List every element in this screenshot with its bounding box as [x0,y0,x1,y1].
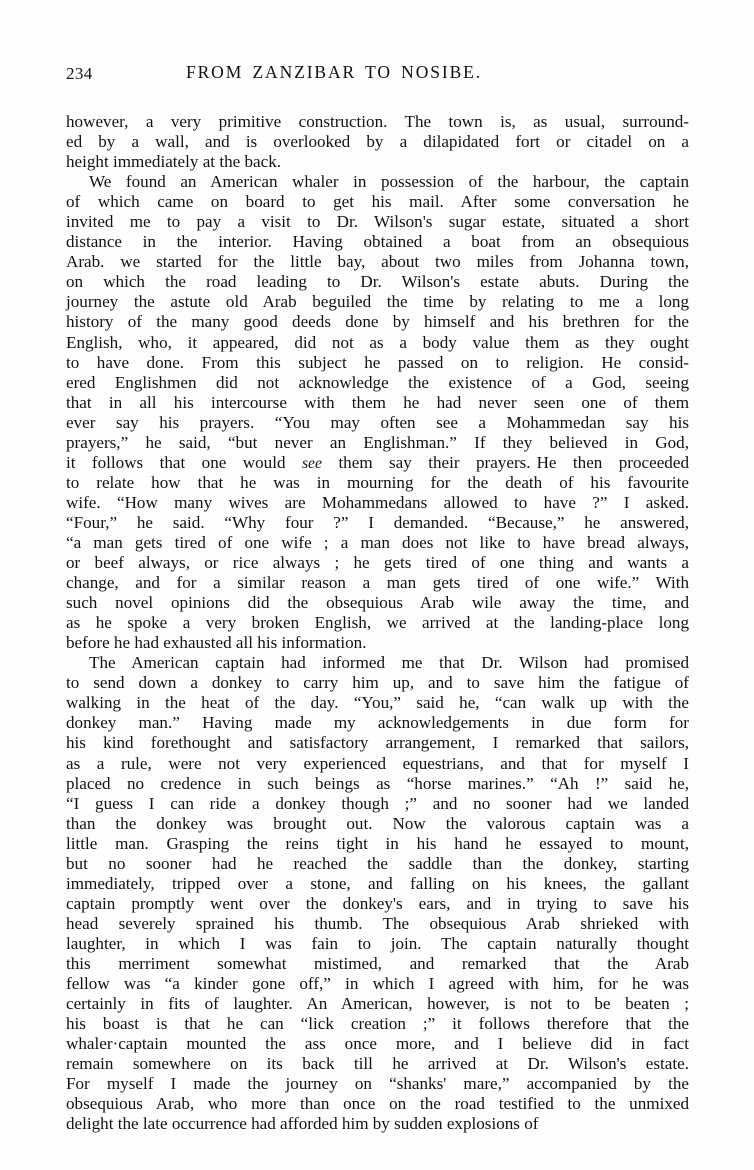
text-line: distance in the interior. Having obtained a boat from an obsequious [66,232,689,252]
paragraph [66,653,689,1134]
text-line: height immediately at the back. [66,152,282,172]
text-line: For myself I made the journey on “shanks' mare,” accompanied by the [66,1074,689,1094]
text-line: on which the road leading to Dr. Wilson's estate abuts. During the [66,272,689,292]
text-line: “Four,” he said. “Why four ?” I demanded. “Because,” he answered, [66,512,689,532]
text-line: laughter, in which I was fain to join. The captain naturally thought [66,933,689,953]
running-head [66,62,688,88]
text-line: The American captain had informed me that Dr. Wilson had promised [89,653,689,673]
text-line: walking in the heat of the day. “You,” said he, “can walk up with the [66,693,689,713]
text-line: fellow was “a kinder gone off,” in which I agreed with him, for he was [66,974,689,994]
text-line: this merriment somewhat mistimed, and remarked that the Arab [66,953,689,973]
text-line: than the donkey was brought out. Now the valorous captain was a [66,813,689,833]
text-line: head severely sprained his thumb. The obsequious Arab shrieked with [66,913,689,933]
text-line: his kind forethought and satisfactory arrangement, I remarked that sailors, [66,733,689,753]
text-line: his boast is that he can “lick creation ;” it follows therefore that the [66,1014,689,1034]
text-line: captain promptly went over the donkey's ears, and in trying to save his [66,893,689,913]
text-line: to send down a donkey to carry him up, and to save him the fatigue of [66,673,689,693]
text-line: ed by a wall, and is overlooked by a dilapidated fort or citadel on a [66,132,689,152]
text-line: Arab. we started for the little bay, about two miles from Johanna town, [66,252,689,272]
text-line: donkey man.” Having made my acknowledgements in due form for [66,713,689,733]
text-line: certainly in fits of laughter. An American, however, is not to be beaten ; [66,994,689,1014]
body-text [66,112,689,1134]
text-line: but no sooner had he reached the saddle than the donkey, starting [66,853,689,873]
text-line: however, a very primitive construction. The town is, as usual, surround- [66,112,689,131]
paragraph [66,172,689,653]
text-line: We found an American whaler in possession of the harbour, the captain [89,172,689,192]
text-line: ever say his prayers. “You may often see a Mohammedan say his [66,412,689,432]
page-number: 234 [66,64,93,83]
paragraph [66,112,689,172]
text-line: change, and for a similar reason a man gets tired of one wife.” With [66,573,689,593]
text-line: immediately, tripped over a stone, and falling on his knees, the gallant [66,873,689,893]
line-part-before-italic: it follows that one would [66,452,286,472]
text-line: little man. Grasping the reins tight in his hand he essayed to mount, [66,833,689,853]
text-line: remain somewhere on its back till he arrived at Dr. Wilson's estate. [66,1054,689,1074]
text-line: “I guess I can ride a donkey though ;” and no sooner had we landed [66,793,689,813]
text-line: before he had exhausted all his information. [66,633,367,653]
text-line: or beef always, or rice always ; he gets tired of one thing and wants a [66,553,689,573]
italic-word: see [301,454,323,472]
text-line: that in all his intercourse with them he had never seen one of them [66,392,689,412]
line-part-after-italic: them say their prayers. He then proceeded [338,452,689,472]
text-line: whaler·captain mounted the ass once more, and I believe did in fact [66,1034,689,1054]
text-line: history of the many good deeds done by himself and his brethren for the [66,312,689,332]
text-line: delight the late occurrence had afforded him by sudden explosions of [66,1114,539,1134]
text-line: to relate how that he was in mourning for the death of his favourite [66,472,689,492]
text-line: to have done. From this subject he passed on to religion. He consid- [66,352,689,372]
text-line: as a rule, were not very experienced equestrians, and that for myself I [66,753,689,773]
text-line: “a man gets tired of one wife ; a man does not like to have bread always, [66,532,689,552]
text-line: ered Englishmen did not acknowledge the existence of a God, seeing [66,372,689,392]
running-head-title: FROM ZANZIBAR TO NOSIBE. [185,62,483,82]
text-line: placed no credence in such beings as “horse marines.” “Ah !” said he, [66,773,689,793]
text-line-with-italic [66,453,689,473]
text-line: prayers,” he said, “but never an Englishman.” If they believed in God, [66,432,689,452]
text-line: English, who, it appeared, did not as a body value them as they ought [66,332,689,352]
text-line: such novel opinions did the obsequious Arab wile away the time, and [66,593,689,613]
text-line: obsequious Arab, who more than once on the road testified to the unmixed [66,1094,689,1114]
text-line: of which came on board to get his mail. After some conversation he [66,192,689,212]
text-line: journey the astute old Arab beguiled the time by relating to me a long [66,292,689,312]
text-line: wife. “How many wives are Mohammedans allowed to have ?” I asked. [66,492,689,512]
text-line: invited me to pay a visit to Dr. Wilson's sugar estate, situated a short [66,212,689,232]
text-line: as he spoke a very broken English, we arrived at the landing-place long [66,613,689,633]
